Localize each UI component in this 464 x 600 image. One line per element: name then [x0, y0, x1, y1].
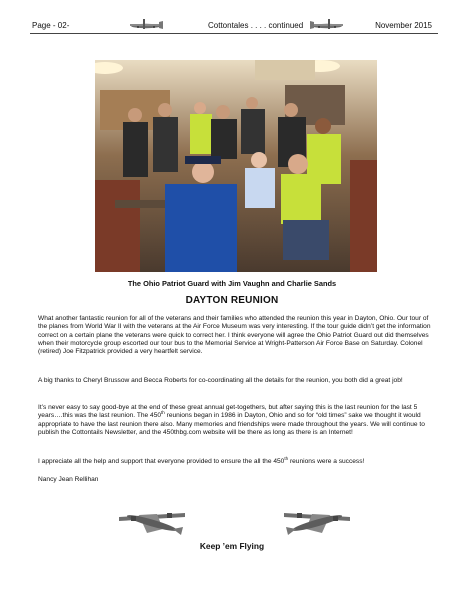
article-title: DAYTON REUNION: [185, 295, 279, 306]
b24-bomber-icon: [117, 503, 187, 539]
issue-date: November 2015: [375, 21, 432, 30]
article-paragraph: What another fantastic reunion for all of the veterans and their families who attended the reunion this year in Dayton, Ohio. Our tour of the planes from World War II with the veterans at the Air Force Museum was very interesting. If the tour guide didn’t get the information correct on a certain plane the veterans were quick to correct her. I think everyone will agree the Ohio Patriot Guard out did themselves when their motorcycle group escorted our tour bus to the Memorial Service at Wright-Patterson Air Force Base on Saturday. Colonel (retired) Joe Fitzpatrick provided a very heartfelt service.: [38, 315, 431, 356]
paragraph-text: reunions began in 1986 in Dayton, Ohio and so for “old times” sake we thought it would appropriate to have the last reunion there also. Many memories and friendships were made throughout the years. We will continue to publish the Cottontails Newsletter, and the 450thbg.com website will be there as long as there is an Internet!: [38, 412, 425, 436]
page-number: Page - 02-: [32, 21, 70, 30]
header-rule: [30, 33, 438, 34]
header-title: Cottontales . . . . continued: [208, 21, 304, 30]
article-paragraph: A big thanks to Cheryl Brussow and Becca Roberts for co-coordinating all the details for the reunion, you both did a great job!: [38, 377, 403, 384]
paragraph-text: I appreciate all the help and support that everyone provided to ensure the all the 450: [38, 458, 285, 465]
article-paragraph: [38, 458, 438, 466]
bomber-plane-icon: [126, 16, 166, 34]
photo-caption: The Ohio Patriot Guard with Jim Vaughn and Charlie Sands: [127, 279, 337, 288]
group-photo-image: [95, 60, 377, 272]
ordinal-suffix: th: [161, 410, 165, 416]
paragraph-text: reunions were a success!: [288, 458, 365, 465]
author-signature: Nancy Jean Rellihan: [38, 476, 99, 483]
group-photo: [95, 60, 377, 272]
page-header: [30, 14, 438, 40]
bomber-plane-icon: [307, 16, 347, 34]
paragraph-text: It’s never easy to say good-bye at the end of these great annual get-togethers, but after saying this is the last reunion for the last 5 years….this was the last reunion. The 450: [38, 404, 418, 420]
b24-bomber-icon: [282, 503, 352, 539]
ordinal-suffix: th: [284, 456, 289, 461]
footer-slogan: Keep ’em Flying: [199, 541, 265, 551]
article-paragraph: [38, 404, 438, 437]
